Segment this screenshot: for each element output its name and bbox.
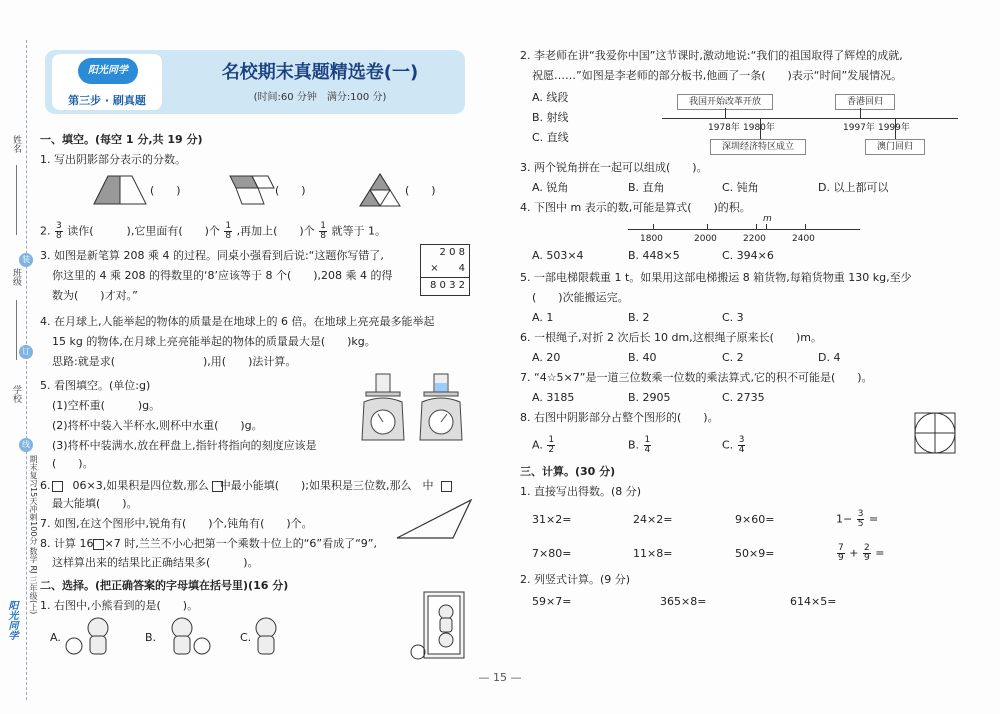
c4-option-b[interactable]: B. 448×5	[628, 249, 680, 262]
name-line	[16, 165, 17, 235]
q6-digit-box-2[interactable]	[212, 481, 223, 492]
k1-item-3: 9×60=	[735, 513, 775, 526]
c8-shaded-figure	[914, 412, 956, 454]
c4-tick-1800: 1800	[640, 234, 663, 244]
school-label: 学校	[11, 385, 21, 403]
c5-option-a[interactable]: A. 1	[532, 311, 554, 324]
k2-item-1: 59×7=	[532, 595, 572, 608]
k1-item-2: 24×2=	[633, 513, 673, 526]
c6-text: 6. 一根绳子,对折 2 次后长 10 dm,这根绳子原来长( )m。	[520, 331, 822, 344]
q4-line-2: 15 kg 的物体,在月球上亮亮能举起的物体的质量最大是( )kg。	[52, 335, 376, 348]
timeline-year-1980: 1980年	[743, 123, 775, 133]
timeline-line	[662, 118, 958, 119]
c3-option-a[interactable]: A. 锐角	[532, 181, 569, 194]
timeline-box-hongkong: 香港回归	[835, 94, 895, 110]
c3-option-b[interactable]: B. 直角	[628, 181, 665, 194]
q1-answer-3[interactable]: ( )	[405, 184, 436, 197]
c6-option-c[interactable]: C. 2	[722, 351, 744, 364]
k1-text: 1. 直接写出得数。(8 分)	[520, 485, 642, 498]
c4-option-c[interactable]: C. 394×6	[722, 249, 774, 262]
q5-part-2: (2)将杯中装入半杯水,则杯中水重( )g。	[52, 419, 263, 432]
option-a-figure	[66, 618, 108, 654]
c4-tick-2200: 2200	[743, 234, 766, 244]
c2-option-a[interactable]: A. 线段	[532, 91, 569, 104]
timeline-box-macau: 澳门回归	[865, 139, 925, 155]
fraction-3-8: $\frac{3}{8}$	[56, 221, 62, 241]
q8-line-2: 这样算出来的结果比正确结果多( )。	[52, 556, 259, 569]
c5-line-1: 5. 一部电梯限载重 1 t。如果用这部电梯搬运 8 箱货物,每箱货物重 130 kg,至少	[520, 271, 912, 284]
c8-text: 8. 右图中阴影部分占整个图形的( )。	[520, 411, 719, 424]
q5-text: 5. 看图填空。(单位:g)	[40, 379, 151, 392]
k1-item-4: 1− $\frac{3}{5}$ =	[836, 509, 879, 529]
section-1-heading: 一、填空。(每空 1 分,共 19 分)	[40, 133, 203, 146]
k2-item-3: 614×5=	[790, 595, 837, 608]
timeline-box-reform: 我国开始改革开放	[677, 94, 773, 110]
q5-part-1: (1)空杯重( )g。	[52, 399, 161, 412]
c4-tick-2000: 2000	[694, 234, 717, 244]
k2-item-2: 365×8=	[660, 595, 707, 608]
c3-option-c[interactable]: C. 钝角	[722, 181, 759, 194]
c1-text: 1. 右图中,小熊看到的是( )。	[40, 599, 199, 612]
book-title: 期末复习15天冲刺100分 数学 RJ 三年级(上)	[29, 455, 38, 615]
name-label: 姓名	[11, 135, 21, 153]
q1-answer-1[interactable]: ( )	[150, 184, 181, 197]
book-brand: 阳光同学	[6, 600, 17, 640]
q8-line-1: 8. 计算 16 ×7 时,兰兰不小心把第一个乘数十位上的“6”看成了“9”,	[40, 537, 377, 550]
q2-text: 2. $\frac{3}{8}$ 读作( ),它里面有( )个 $\frac{1}{8}$ ,再加上( )个 $\frac{1}{8}$ 就等于 1。	[40, 221, 386, 241]
c5-option-b[interactable]: B. 2	[628, 311, 650, 324]
c3-option-d[interactable]: D. 以上都可以	[818, 181, 889, 194]
fraction-1-8-b: $\frac{1}{8}$	[320, 221, 326, 241]
class-label: 班级	[11, 268, 21, 286]
c2-option-c[interactable]: C. 直线	[532, 131, 569, 144]
c4-m-marker: m	[763, 214, 772, 224]
q6-line-2: 最大能填( )。	[52, 497, 138, 510]
c4-number-line	[628, 229, 860, 230]
scales-figure	[358, 372, 468, 444]
c7-option-a[interactable]: A. 3185	[532, 391, 575, 404]
option-b-figure	[172, 618, 210, 654]
q5-part-3: (3)将杯中装满水,放在秤盘上,指针将指向的刻度应该是	[52, 439, 317, 452]
c8-option-a[interactable]: A. $\frac{1}{2}$	[532, 435, 555, 455]
q4-line-1: 4. 在月球上,人能举起的物体的质量是在地球上的 6 倍。在地球上亮亮最多能举起	[40, 315, 435, 328]
c4-option-a[interactable]: A. 503×4	[532, 249, 584, 262]
step-label: 第三步 · 刷真题	[68, 94, 146, 107]
k1-item-8: $\frac{7}{9}$ + $\frac{2}{9}$ =	[838, 543, 885, 563]
scale-empty-cup	[362, 374, 404, 440]
q1-figures	[80, 172, 440, 208]
c1-option-a-label[interactable]: A.	[50, 631, 61, 644]
c8-option-b[interactable]: B. $\frac{1}{4}$	[628, 435, 651, 455]
c3-text: 3. 两个锐角拼在一起可以组成( )。	[520, 161, 708, 174]
k1-item-1: 31×2=	[532, 513, 572, 526]
timeline-year-1978: 1978年	[708, 123, 740, 133]
q6-line-1: 6. 06×3,如果积是四位数,那么 中最小能填( );如果积是三位数,那么 中	[40, 479, 434, 492]
c6-option-b[interactable]: B. 40	[628, 351, 657, 364]
c2-line-1: 2. 李老师在讲“我爱你中国”这节课时,激动地说:“我们的祖国取得了辉煌的成就,	[520, 49, 903, 62]
q8-digit-box[interactable]	[93, 539, 104, 550]
q3-line-3: 数为( )才对。”	[52, 289, 138, 302]
c6-option-a[interactable]: A. 20	[532, 351, 561, 364]
bind-circle-1: 装	[19, 253, 33, 267]
binding-strip	[0, 0, 40, 714]
scale-half-cup	[420, 374, 462, 440]
fraction-1-8-a: $\frac{1}{8}$	[225, 221, 232, 241]
k1-item-7: 50×9=	[735, 547, 775, 560]
c6-option-d[interactable]: D. 4	[818, 351, 841, 364]
triangle-figure	[360, 174, 400, 206]
q1-text: 1. 写出阴影部分表示的分数。	[40, 153, 186, 166]
c8-option-c[interactable]: C. $\frac{3}{4}$	[722, 435, 745, 455]
q3-line-2: 你这里的 4 乘 208 的得数里的‘8’应该等于 8 个( ),208 乘 4 的得	[52, 269, 393, 282]
q4-line-3: 思路:就是求( ),用( )法计算。	[52, 355, 297, 368]
option-c-figure	[256, 618, 276, 654]
c1-option-b-label[interactable]: B.	[145, 631, 157, 644]
class-line	[16, 300, 17, 360]
q5-part-3b: ( )。	[52, 457, 94, 470]
page-number: — 15 —	[478, 671, 522, 684]
c2-line-2: 祝愿……”如图是李老师的部分板书,他画了一条( )表示“时间”发展情况。	[532, 69, 903, 82]
zigzag-figure	[230, 176, 274, 204]
bear-door-figure	[410, 590, 472, 662]
c7-text: 7. “4☆5×7”是一道三位数乘一位数的乘法算式,它的积不可能是( )。	[520, 371, 873, 384]
bind-circle-2: 订	[19, 345, 33, 359]
trapezoid-figure	[94, 176, 146, 204]
bind-circle-3: 线	[19, 438, 33, 452]
page-title: 名校期末真题精选卷(一)	[221, 62, 419, 83]
page-subtitle: (时间:60 分钟 满分:100 分)	[253, 92, 387, 103]
timeline-year-1997: 1997年	[843, 123, 875, 133]
k2-text: 2. 列竖式计算。(9 分)	[520, 573, 631, 586]
c7-option-c[interactable]: C. 2735	[722, 391, 765, 404]
cut-line	[26, 40, 27, 700]
q3-calc-box: 2 0 8 × 4 8 0 3 2	[420, 244, 470, 296]
c1-option-c-label[interactable]: C.	[240, 631, 252, 644]
section-3-heading: 三、计算。(30 分)	[520, 465, 616, 478]
c1-options-figures	[62, 614, 307, 660]
timeline-box-shenzhen: 深圳经济特区成立	[710, 139, 806, 155]
c5-option-c[interactable]: C. 3	[722, 311, 744, 324]
q7-triangle	[395, 498, 475, 542]
logo: 阳光同学	[78, 58, 138, 84]
q3-line-1: 3. 如图是新笔算 208 乘 4 的过程。同桌小强看到后说:“这题你写错了,	[40, 249, 384, 262]
c4-text: 4. 下图中 m 表示的数,可能是算式( )的积。	[520, 201, 751, 214]
k1-item-5: 7×80=	[532, 547, 572, 560]
c2-option-b[interactable]: B. 射线	[532, 111, 569, 124]
k1-item-6: 11×8=	[633, 547, 673, 560]
c4-tick-2400: 2400	[792, 234, 815, 244]
q7-text: 7. 如图,在这个图形中,锐角有( )个,钝角有( )个。	[40, 517, 313, 530]
q1-answer-2[interactable]: ( )	[275, 184, 306, 197]
section-2-heading: 二、选择。(把正确答案的字母填在括号里)(16 分)	[40, 579, 289, 592]
c7-option-b[interactable]: B. 2905	[628, 391, 671, 404]
q6-digit-box-3[interactable]	[441, 481, 452, 492]
timeline-year-1999: 1999年	[878, 123, 910, 133]
q6-digit-box-1[interactable]	[52, 481, 63, 492]
c5-line-2: ( )次能搬运完。	[532, 291, 629, 304]
